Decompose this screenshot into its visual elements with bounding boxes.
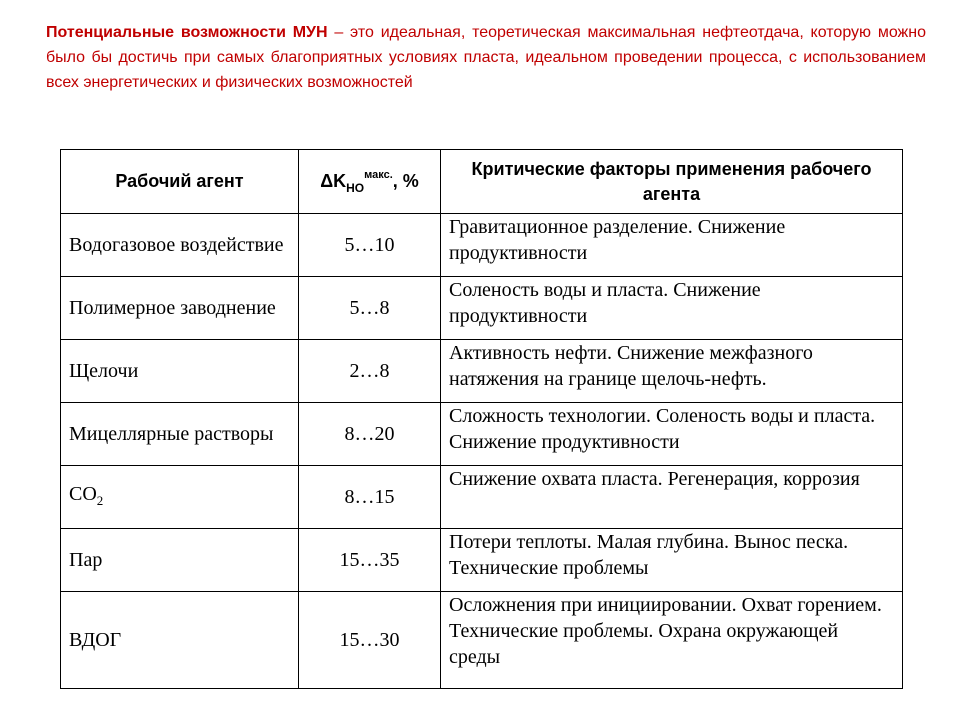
- table-row: [61, 592, 903, 689]
- range-cell: 15…30: [299, 592, 441, 689]
- agent-cell: Пар: [61, 529, 299, 592]
- factors-cell: Соленость воды и пласта. Снижение продуктивности: [441, 277, 903, 340]
- factors-cell: Сложность технологии. Соленость воды и пласта. Снижение продуктивности: [441, 403, 903, 466]
- agent-co2-sub: 2: [96, 492, 104, 508]
- header-delta-main: ΔK: [320, 170, 347, 191]
- agent-cell: ВДОГ: [61, 592, 299, 689]
- header-delta-sub: НО: [346, 180, 365, 195]
- factors-cell: Снижение охвата пласта. Регенерация, коррозия: [441, 466, 903, 529]
- agent-cell: Щелочи: [61, 340, 299, 403]
- agent-co2-main: CO: [69, 482, 97, 505]
- intro-lead: Потенциальные возможности МУН: [46, 24, 328, 41]
- header-delta: [299, 150, 441, 214]
- range-cell: 15…35: [299, 529, 441, 592]
- range-cell: 5…10: [299, 214, 441, 277]
- range-cell: 8…20: [299, 403, 441, 466]
- agent-cell-co2: [61, 466, 299, 529]
- agent-cell: Мицеллярные растворы: [61, 403, 299, 466]
- range-cell: 5…8: [299, 277, 441, 340]
- table-header-row: [61, 150, 903, 214]
- factors-cell: Гравитационное разделение. Снижение продуктивности: [441, 214, 903, 277]
- range-cell: 8…15: [299, 466, 441, 529]
- header-delta-unit: , %: [392, 170, 419, 191]
- agent-cell: Водогазовое воздействие: [61, 214, 299, 277]
- table-row: [61, 529, 903, 592]
- table-row: [61, 340, 903, 403]
- table-row: [61, 277, 903, 340]
- header-delta-sup: макс.: [364, 168, 393, 181]
- agent-cell: Полимерное заводнение: [61, 277, 299, 340]
- factors-cell: Осложнения при инициировании. Охват горением. Технические проблемы. Охрана окружающей среды: [441, 592, 903, 689]
- factors-cell: Потери теплоты. Малая глубина. Вынос песка. Технические проблемы: [441, 529, 903, 592]
- factors-cell: Активность нефти. Снижение межфазного натяжения на границе щелочь-нефть.: [441, 340, 903, 403]
- table-row: [61, 403, 903, 466]
- range-cell: 2…8: [299, 340, 441, 403]
- table-row: [61, 214, 903, 277]
- intro-text: – это идеальная, теоретическая максимальная нефтеотдача, которую можно было бы достичь при самых благоприятных условиях пласта, идеальном проведении процесса, с использованием всех энергетических и физических возможностей: [46, 24, 926, 91]
- intro-paragraph: [46, 20, 926, 95]
- header-factors: Критические факторы применения рабочего агента: [441, 150, 903, 214]
- agents-table: [60, 149, 903, 689]
- table-row: [61, 466, 903, 529]
- header-agent: Рабочий агент: [61, 150, 299, 214]
